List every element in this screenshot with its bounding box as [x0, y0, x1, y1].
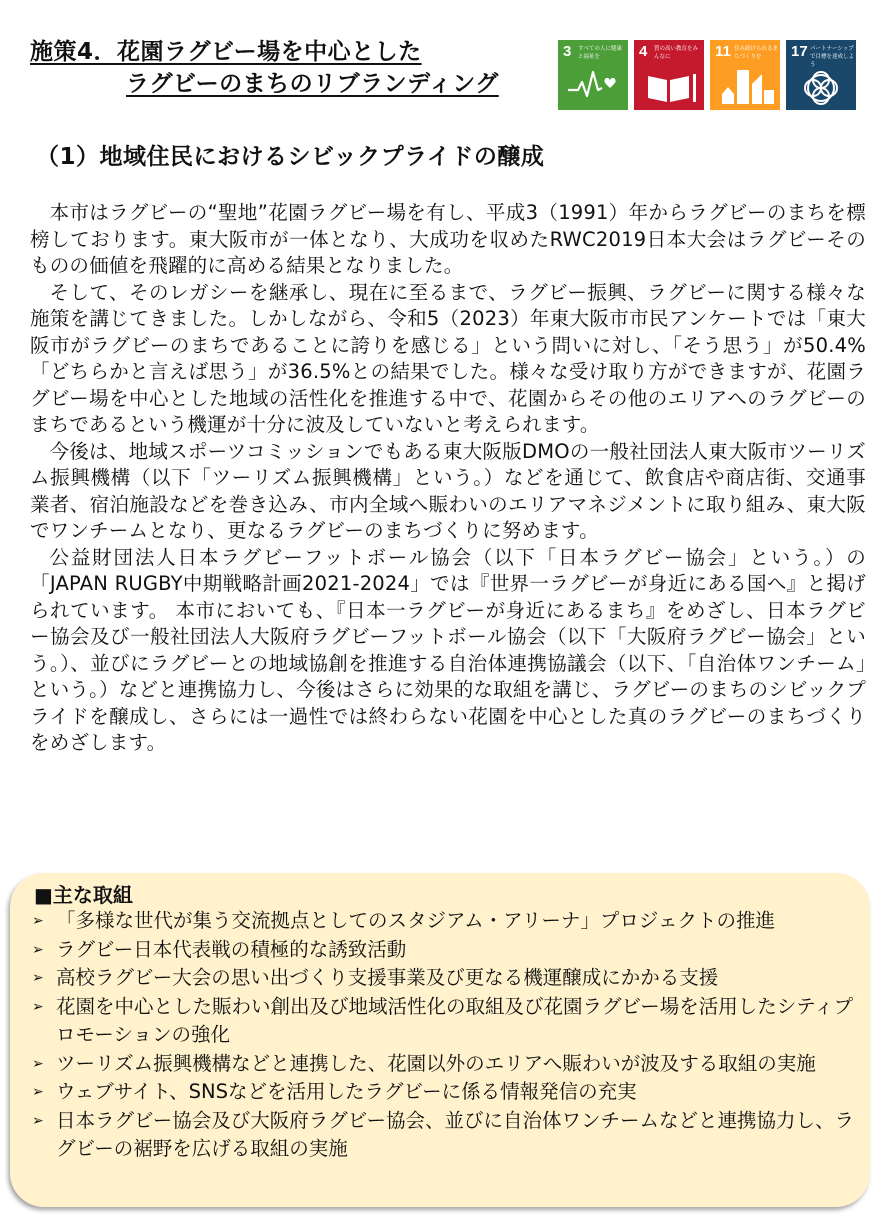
list-item [30, 993, 860, 1050]
arrowhead-bullet-icon: ➢ [32, 998, 44, 1015]
sdg-number: 4 [639, 43, 648, 60]
sdg-goal-4-tile [634, 40, 704, 110]
sdg-label: パートナーシップで目標を達成しよう [810, 46, 855, 68]
body-text [30, 200, 866, 757]
page-title-line2: ラグビーのまちのリブランディング [126, 71, 499, 97]
sdg-icons [558, 40, 856, 110]
list-item [30, 1078, 860, 1107]
list-item [30, 936, 860, 965]
list-item [30, 1050, 860, 1079]
arrowhead-bullet-icon: ➢ [32, 1055, 44, 1072]
arrowhead-bullet-icon: ➢ [32, 1112, 44, 1129]
list-item [30, 1107, 860, 1164]
initiatives-heading: ■主な取組 [34, 883, 133, 907]
paragraph: 今後は、地域スポーツコミッションでもある東大阪版DMOの一般社団法人東大阪市ツーリズム振興機構（以下「ツーリズム振興機構」という。）などを通じて、飲食店や商店街、交通事業者、宿泊施設などを巻き込み、市内全域へ賑わいのエリアマネジメントに取り組み、東大阪でワンチームとなり、更なるラグビーのまちづくりに努めます。 [30, 439, 866, 542]
sdg-number: 17 [791, 43, 808, 60]
paragraph: 本市はラグビーの“聖地”花園ラグビー場を有し、平成3（1991）年からラグビーのまちを標榜しております。東大阪市が一体となり、大成功を収めたRWC2019日本大会はラグビーそのものの価値を飛躍的に高める結果となりました。 [30, 201, 866, 277]
list-item-text: 日本ラグビー協会及び大阪府ラグビー協会、並びに自治体ワンチームなどと連携協力し、ラグビーの裾野を広げる取組の実施 [56, 1108, 854, 1160]
paragraph: そして、そのレガシーを継承し、現在に至るまで、ラグビー振興、ラグビーに関する様々な施策を講じてきました。しかしながら、令和5（2023）年東大阪市市民アンケートでは「東大阪市がラグビーのまちであることに誇りを感じる」という問いに対し、「そう思う」が50.4%「どちらかと言えば思う」が36.5%との結果でした。様々な受け取り方ができますが、花園ラグビー場を中心とした地域の活性化を推進する中で、花園からその他のエリアへのラグビーのまちであるという機運が十分に波及していないと考えられます。 [30, 280, 866, 436]
list-item [30, 964, 860, 993]
list-item-text: ウェブサイト、SNSなどを活用したラグビーに係る情報発信の充実 [56, 1080, 637, 1103]
arrowhead-bullet-icon: ➢ [32, 941, 44, 958]
paragraph: 公益財団法人日本ラグビーフットボール協会（以下「日本ラグビー協会」という。）の「JAPAN RUGBY中期戦略計画2021-2024」では『世界一ラグビーが身近にある国へ』と掲げられています。 本市においても、『日本一ラグビーが身近にあるまち』をめざし、日本ラグビー協会及び一般社団法人大阪府ラグビーフットボール協会（以下「大阪府ラグビー協会」という。）、並びにラグビーとの地域協創を推進する自治体連携協議会（以下、「自治体ワンチーム」という。）などと連携協力し、今後はさらに効果的な取組を講じ、ラグビーのまちのシビックプライドを醸成し、さらには一過性では終わらない花園を中心とした真のラグビーのまちづくりをめざします。 [30, 545, 866, 754]
page-title-line1: 施策4．花園ラグビー場を中心とした [30, 39, 422, 65]
sdg-goal-11-tile [710, 40, 780, 110]
list-item-text: ツーリズム振興機構などと連携した、花園以外のエリアへ賑わいが波及する取組の実施 [56, 1051, 816, 1075]
sdg-number: 11 [715, 43, 731, 60]
initiatives-list [30, 907, 860, 1164]
arrowhead-bullet-icon: ➢ [32, 913, 44, 929]
sdg-label: すべての人に健康と福祉を [578, 46, 622, 60]
list-item-text: 花園を中心とした賑わい創出及び地域活性化の取組及び花園ラグビー場を活用したシティプロモーションの強化 [56, 994, 854, 1046]
arrowhead-bullet-icon: ➢ [32, 1084, 44, 1100]
list-item-text: ラグビー日本代表戦の積極的な誘致活動 [56, 937, 407, 961]
sdg-goal-17-tile [786, 40, 856, 110]
list-item-text: 高校ラグビー大会の思い出づくり支援事業及び更なる機運醸成にかかる支援 [56, 966, 719, 989]
arrowhead-bullet-icon: ➢ [32, 970, 44, 986]
sdg-label: 住み続けられるまちづくりを [734, 46, 779, 60]
sdg-goal-3-tile [558, 40, 628, 110]
page-title [30, 36, 499, 100]
list-item-text: 「多様な世代が集う交流拠点としてのスタジアム・アリーナ」プロジェクトの推進 [56, 909, 775, 932]
section-subtitle: （1）地域住民におけるシビックプライドの醸成 [36, 144, 545, 170]
sdg-number: 3 [563, 43, 572, 60]
initiatives-box [10, 873, 870, 1207]
sdg-label: 質の高い教育をみんなに [654, 46, 699, 60]
list-item [30, 907, 860, 936]
